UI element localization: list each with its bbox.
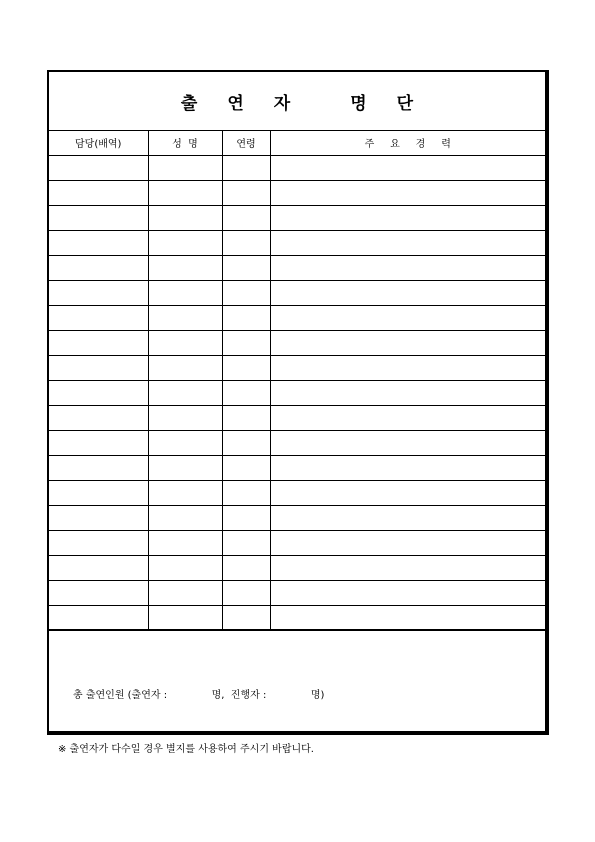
name-cell[interactable]: [148, 405, 222, 430]
age-cell[interactable]: [222, 180, 270, 205]
role-cell[interactable]: [49, 555, 148, 580]
title-char: 연: [227, 93, 244, 114]
header-age: 연령: [222, 131, 270, 155]
table-row: [49, 230, 545, 255]
age-cell[interactable]: [222, 505, 270, 530]
age-cell[interactable]: [222, 355, 270, 380]
career-cell[interactable]: [270, 530, 545, 555]
header-name: 성 명: [148, 131, 222, 155]
career-cell[interactable]: [270, 380, 545, 405]
form-frame: [47, 70, 549, 735]
title-char: 단: [396, 93, 414, 114]
name-cell[interactable]: [148, 230, 222, 255]
name-cell[interactable]: [148, 530, 222, 555]
form-title: [49, 72, 545, 131]
table-row: [49, 180, 545, 205]
role-cell[interactable]: [49, 255, 148, 280]
name-cell[interactable]: [148, 305, 222, 330]
age-cell[interactable]: [222, 530, 270, 555]
table-row: [49, 480, 545, 505]
table-row: [49, 355, 545, 380]
career-cell[interactable]: [270, 355, 545, 380]
name-cell[interactable]: [148, 155, 222, 180]
footnote: ※ 출연자가 다수일 경우 별지를 사용하여 주시기 바랍니다.: [58, 744, 314, 755]
role-cell[interactable]: [49, 380, 148, 405]
table-row: [49, 205, 545, 230]
age-cell[interactable]: [222, 155, 270, 180]
age-cell[interactable]: [222, 305, 270, 330]
table-row: [49, 555, 545, 580]
table-row: [49, 580, 545, 605]
role-cell[interactable]: [49, 305, 148, 330]
age-cell[interactable]: [222, 605, 270, 630]
role-cell[interactable]: [49, 405, 148, 430]
header-role: 담당(배역): [49, 131, 148, 155]
age-cell[interactable]: [222, 580, 270, 605]
name-cell[interactable]: [148, 505, 222, 530]
career-cell[interactable]: [270, 205, 545, 230]
age-cell[interactable]: [222, 430, 270, 455]
title-char: 자: [273, 93, 291, 114]
table-row: [49, 405, 545, 430]
table-row: [49, 380, 545, 405]
career-cell[interactable]: [270, 505, 545, 530]
age-cell[interactable]: [222, 555, 270, 580]
name-cell[interactable]: [148, 580, 222, 605]
table-header-row: [49, 131, 545, 155]
name-cell[interactable]: [148, 480, 222, 505]
role-cell[interactable]: [49, 205, 148, 230]
role-cell[interactable]: [49, 155, 148, 180]
table-row: [49, 155, 545, 180]
cast-table: [49, 131, 545, 631]
role-cell[interactable]: [49, 330, 148, 355]
career-cell[interactable]: [270, 405, 545, 430]
title-char: 명: [350, 93, 367, 114]
name-cell[interactable]: [148, 605, 222, 630]
name-cell[interactable]: [148, 205, 222, 230]
name-cell[interactable]: [148, 330, 222, 355]
table-row: [49, 430, 545, 455]
table-row: [49, 255, 545, 280]
title-char: 출: [180, 93, 198, 114]
name-cell[interactable]: [148, 555, 222, 580]
total-summary: 총 출연인원 (출연자 : 명, 진행자 : 명): [73, 690, 325, 701]
name-cell[interactable]: [148, 430, 222, 455]
role-cell[interactable]: [49, 480, 148, 505]
career-cell[interactable]: [270, 230, 545, 255]
name-cell[interactable]: [148, 280, 222, 305]
name-cell[interactable]: [148, 455, 222, 480]
role-cell[interactable]: [49, 605, 148, 630]
age-cell[interactable]: [222, 405, 270, 430]
career-cell[interactable]: [270, 555, 545, 580]
career-cell[interactable]: [270, 255, 545, 280]
career-cell[interactable]: [270, 180, 545, 205]
career-cell[interactable]: [270, 430, 545, 455]
age-cell[interactable]: [222, 280, 270, 305]
header-career: 주 요 경 력: [270, 131, 545, 155]
table-row: [49, 305, 545, 330]
age-cell[interactable]: [222, 330, 270, 355]
role-cell[interactable]: [49, 180, 148, 205]
table-row: [49, 605, 545, 630]
name-cell[interactable]: [148, 355, 222, 380]
age-cell[interactable]: [222, 230, 270, 255]
career-cell[interactable]: [270, 305, 545, 330]
role-cell[interactable]: [49, 580, 148, 605]
role-cell[interactable]: [49, 230, 148, 255]
table-row: [49, 530, 545, 555]
table-row: [49, 280, 545, 305]
career-cell[interactable]: [270, 330, 545, 355]
name-cell[interactable]: [148, 180, 222, 205]
role-cell[interactable]: [49, 530, 148, 555]
age-cell[interactable]: [222, 380, 270, 405]
name-cell[interactable]: [148, 255, 222, 280]
career-cell[interactable]: [270, 155, 545, 180]
table-body: [49, 155, 545, 630]
role-cell[interactable]: [49, 355, 148, 380]
career-cell[interactable]: [270, 605, 545, 630]
role-cell[interactable]: [49, 455, 148, 480]
age-cell[interactable]: [222, 255, 270, 280]
name-cell[interactable]: [148, 380, 222, 405]
table-row: [49, 505, 545, 530]
career-cell[interactable]: [270, 480, 545, 505]
career-cell[interactable]: [270, 280, 545, 305]
career-cell[interactable]: [270, 580, 545, 605]
age-cell[interactable]: [222, 480, 270, 505]
role-cell[interactable]: [49, 430, 148, 455]
age-cell[interactable]: [222, 455, 270, 480]
age-cell[interactable]: [222, 205, 270, 230]
role-cell[interactable]: [49, 280, 148, 305]
table-row: [49, 455, 545, 480]
role-cell[interactable]: [49, 505, 148, 530]
table-row: [49, 330, 545, 355]
career-cell[interactable]: [270, 455, 545, 480]
